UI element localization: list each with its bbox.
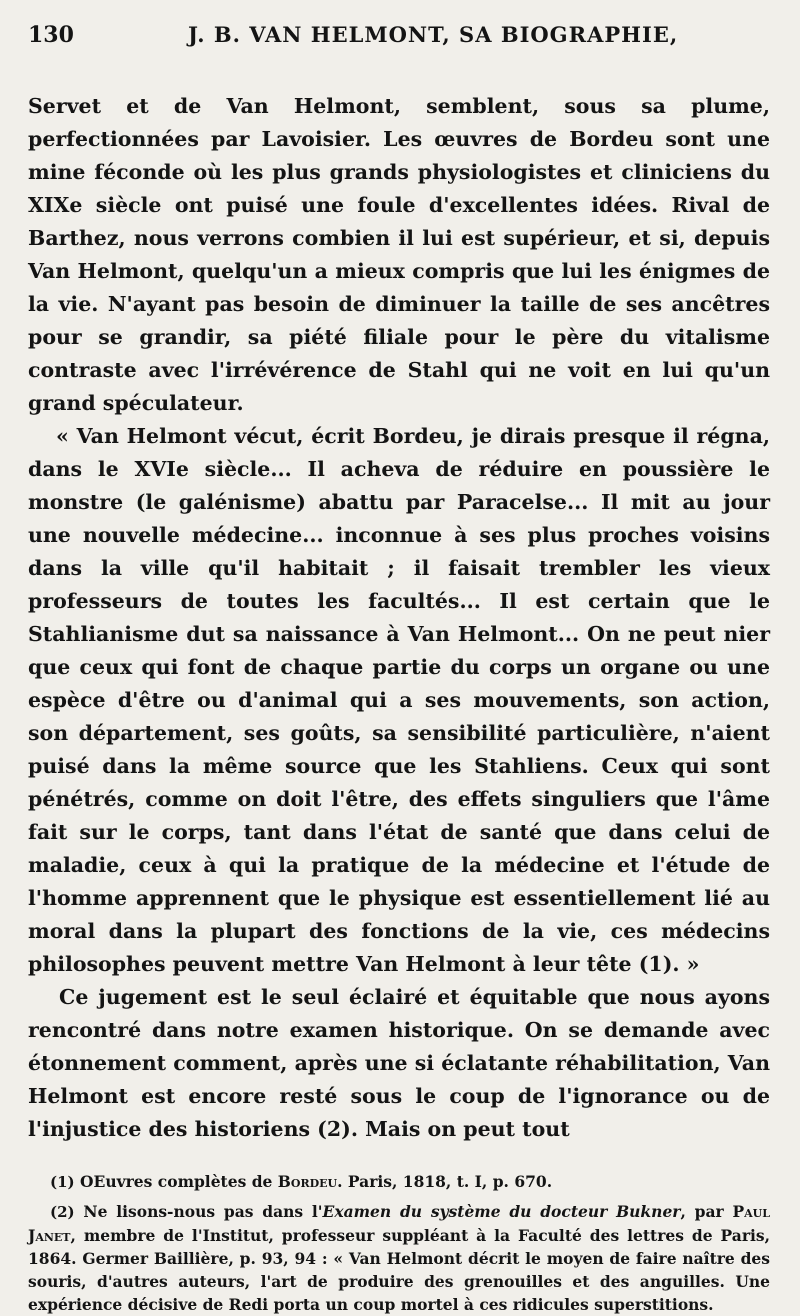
paragraph-1: Servet et de Van Helmont, semblent, sous sa plume, perfectionnées par Lavoisier. Les œuvres de Bordeu sont une mine féconde où les plus grands physiologistes et cliniciens du XIXe siècle ont puisé une foule d'excellentes idées. Rival de Barthez, nous verrons combien il lui est supérieur, et si, depuis Van Helmont, quelqu'un a mieux compris que lui les énigmes de la vie. N'ayant pas besoin de diminuer la taille de ses ancêtres pour se grandir, sa piété filiale pour le père du vitalisme contraste avec l'irrévérence de Stahl qui ne voit en lui qu'un grand spéculateur. — [28, 94, 770, 415]
paragraph-3: Ce jugement est le seul éclairé et équitable que nous ayons rencontré dans notre examen historique. On se demande avec étonnement comment, après une si éclatante réhabilitation, Van Helmont est encore resté sous le coup de l'ignorance ou de l'injustice des historiens (2). Mais on peut tout — [28, 985, 770, 1141]
page-number: 130 — [28, 22, 74, 48]
footnote-1-text-b: . Paris, 1818, t. I, p. 670. — [337, 1172, 553, 1191]
footnote-2-author: Paul Janet — [28, 1202, 771, 1245]
footnote-2-text-a: Ne lisons-nous pas dans l' — [83, 1202, 323, 1221]
footnote-1 — [28, 1170, 770, 1194]
footnote-2-book-title: Examen du système du docteur Bukner — [322, 1202, 681, 1221]
footnote-2-text-b: , par — [680, 1202, 733, 1221]
running-title: J. B. VAN HELMONT, SA BIOGRAPHIE, — [188, 22, 679, 47]
footnote-1-marker: (1) — [50, 1173, 75, 1191]
footnote-2-marker: (2) — [50, 1203, 75, 1221]
paragraph-2-quotation: « Van Helmont vécut, écrit Bordeu, je dirais presque il régna, dans le XVIe siècle... Il acheva de réduire en poussière le monstre (le galénisme) abattu par Paracelse... Il mit au jour une nouvelle médecine... inconnue à ses plus proches voisins dans la ville qu'il habitait ; il faisait trembler les vieux professeurs de toutes les facultés... Il est certain que le Stahlianisme dut sa naissance à Van Helmont... On ne peut nier que ceux qui font de chaque partie du corps un organe ou une espèce d'être ou d'animal qui a ses mouvements, son action, son département, ses goûts, sa sensibilité particulière, n'aient puisé dans la même source que les Stahliens. Ceux qui sont pénétrés, comme on doit l'être, des effets singuliers que l'âme fait sur le corps, tant dans l'état de santé que dans celui de maladie, ceux à qui la pratique de la médecine et l'étude de l'homme apprennent que le physique est essentiellement lié au moral dans la plupart des fonctions de la vie, ces médecins philosophes peuvent mettre Van Helmont à leur tête (1). » — [28, 424, 770, 976]
running-head — [28, 22, 770, 62]
footnote-2 — [28, 1200, 770, 1316]
footnote-1-text-a: OEuvres complètes de — [80, 1172, 278, 1191]
footnotes — [28, 1170, 770, 1316]
footnote-2-text-c: , membre de l'Institut, professeur suppléant à la Faculté des lettres de Paris, 1864. Germer Baillière, p. 93, 94 : « Van Helmont décrit le moyen de faire naître des souris, d'autres auteurs, l'art de produire des grenouilles et des anguilles. Une expérience décisive de Redi porta un coup mortel à ces ridicules superstitions. — [28, 1226, 770, 1314]
footnote-1-author: Bordeu — [277, 1172, 338, 1191]
main-text — [28, 90, 770, 1146]
